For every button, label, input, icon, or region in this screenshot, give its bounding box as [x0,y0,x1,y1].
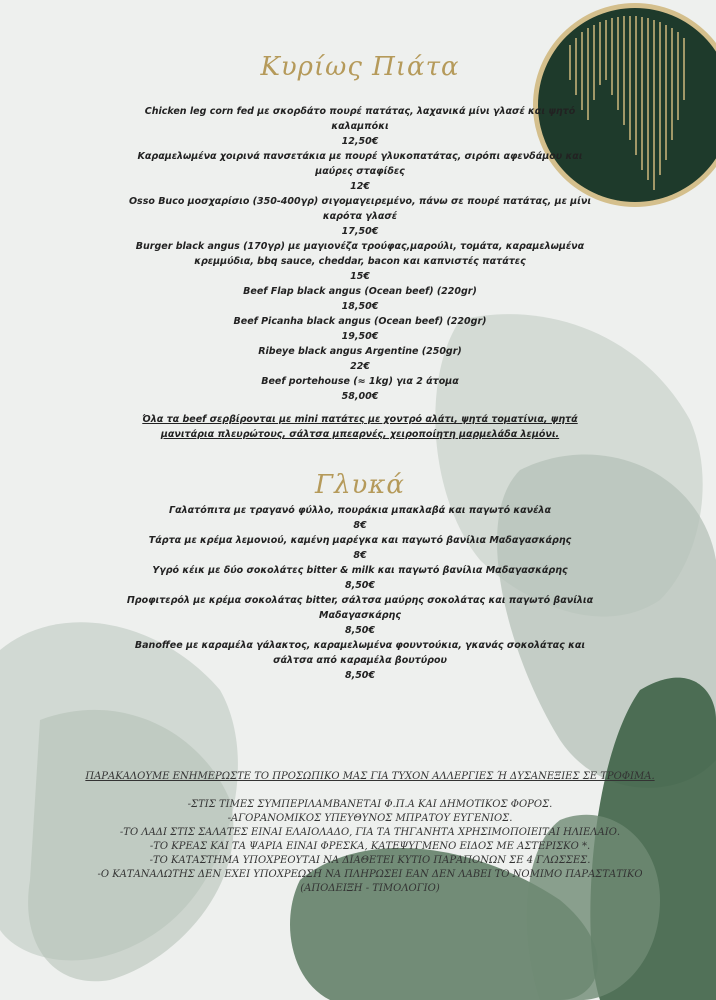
menu-item-name: Beef Picanha black angus (Ocean beef) (220gr) [233,316,487,327]
menu-item-price: 8€ [353,550,367,561]
menu-item [120,104,600,149]
menu-item [120,638,600,683]
menu-item-name: Τάρτα με κρέμα λεμονιού, καμένη μαρέγκα και παγωτό βανίλια Μαδαγασκάρης [148,535,572,546]
legal-line: -ΣΤΙΣ ΤΙΜΕΣ ΣΥΜΠΕΡΙΛΑΜΒΑΝΕΤΑΙ Φ.Π.Α ΚΑΙ ΔΗΜΟΤΙΚΟΣ ΦΟΡΟΣ. [187,799,553,810]
menu-item-name: Γαλατόπιτα με τραγανό φύλλο, πουράκια μπακλαβά και παγωτό κανέλα [169,505,551,516]
mains-list [120,104,600,404]
legal-line: -ΑΓΟΡΑΝΟΜΙΚΟΣ ΥΠΕΥΘΥΝΟΣ ΜΠΡΑΤΟΥ ΕΥΓΕΝΙΟΣ. [227,813,513,824]
menu-item [120,593,600,638]
legal-line: -Ο ΚΑΤΑΝΑΛΩΤΗΣ ΔΕΝ ΕΧΕΙ ΥΠΟΧΡΕΩΣΗ ΝΑ ΠΛΗΡΩΣΕΙ ΕΑΝ ΔΕΝ ΛΑΒΕΙ ΤΟ ΝΟΜΙΜΟ ΠΑΡΑΣΤΑΤΙΚΟ [97,869,643,880]
menu-item-price: 12,50€ [341,136,379,147]
menu-item [120,533,600,563]
menu-item-name: Chicken leg corn fed με σκορδάτο πουρέ πατάτας, λαχανικά μίνι γλασέ και ψητό καλαμπόκι [144,106,576,132]
menu-item-name: Προφιτερόλ με κρέμα σοκολάτας bitter, σάλτσα μαύρης σοκολάτας και παγωτό βανίλια Μαδαγασκάρης [126,595,594,621]
menu-item-name: Ribeye black angus Argentine (250gr) [258,346,462,357]
menu-item-price: 8€ [353,520,367,531]
menu-item-price: 8,50€ [344,670,376,681]
desserts-list [120,503,600,683]
legal-line: (ΑΠΟΔΕΙΞΗ - ΤΙΜΟΛΟΓΙΟ) [300,883,440,894]
desserts-title: Γλυκά [315,470,405,500]
menu-item-name: Υγρό κέικ με δύο σοκολάτες bitter & milk και παγωτό βανίλια Μαδαγασκάρης [152,565,568,576]
menu-item [120,284,600,314]
menu-item [120,239,600,284]
allergy-warning: ΠΑΡΑΚΑΛΟΥΜΕ ΕΝΗΜΕΡΩΣΤΕ ΤΟ ΠΡΟΣΩΠΙΚΟ ΜΑΣ ΓΙΑ ΤΥΧΟΝ ΑΛΛΕΡΓΙΕΣ Ή ΔΥΣΑΝΕΞΙΕΣ ΣΕ ΤΡΟΦΙΜΑ. [85,771,655,782]
menu-item [120,503,600,533]
menu-item-price: 17,50€ [341,226,379,237]
menu-item-name: Banoffee με καραμέλα γάλακτος, καραμελωμένα φουντούκια, γκανάς σοκολάτας και σάλτσα από καραμέλα βουτύρου [134,640,586,666]
menu-item-price: 8,50€ [344,625,376,636]
menu-item-price: 18,50€ [341,301,379,312]
menu-item [120,563,600,593]
legal-footer [70,770,670,896]
menu-item-price: 12€ [350,181,370,192]
menu-item-price: 15€ [350,271,370,282]
menu-item-name: Osso Buco μοσχαρίσιο (350-400γρ) σιγομαγειρεμένο, πάνω σε πουρέ πατάτας, με μίνι καρότα γλασέ [128,196,592,222]
menu-item [120,344,600,374]
menu-item-price: 22€ [350,361,370,372]
legal-line: -ΤΟ ΚΑΤΑΣΤΗΜΑ ΥΠΟΧΡΕΟΥΤΑΙ ΝΑ ΔΙΑΘΕΤΕΙ ΚΥΤΙΟ ΠΑΡΑΠΟΝΩΝ ΣΕ 4 ΓΛΩΣΣΕΣ. [149,855,591,866]
mains-title: Κυρίως Πιάτα [260,52,460,82]
menu-item-price: 8,50€ [344,580,376,591]
menu-item [120,374,600,404]
menu-item-name: Burger black angus (170γρ) με μαγιονέζα τρούφας,μαρούλι, τομάτα, καραμελωμένα κρεμμύδια, bbq sauce, cheddar, bacon και καπνιστές πατάτες [135,241,585,267]
menu-item-price: 19,50€ [341,331,379,342]
menu-item [120,194,600,239]
menu-item [120,314,600,344]
legal-line: -ΤΟ ΛΑΔΙ ΣΤΙΣ ΣΑΛΑΤΕΣ ΕΙΝΑΙ ΕΛΑΙΟΛΑΔΟ, ΓΙΑ ΤΑ ΤΗΓΑΝΗΤΑ ΧΡΗΣΙΜΟΠΟΙΕΙΤΑΙ ΗΛΙΕΛΑΙΟ. [119,827,621,838]
menu-item-price: 58,00€ [341,391,379,402]
legal-line: -ΤΟ ΚΡΕΑΣ ΚΑΙ ΤΑ ΨΑΡΙΑ ΕΙΝΑΙ ΦΡΕΣΚΑ, ΚΑΤΕΨΥΓΜΕΝΟ ΕΙΔΟΣ ΜΕ ΑΣΤΕΡΙΣΚΟ *. [149,841,591,852]
menu-item-name: Beef Flap black angus (Ocean beef) (220gr) [243,286,477,297]
beef-sides-note: Όλα τα beef σερβίρονται με mini πατάτες με χοντρό αλάτι, ψητά τοματίνια, ψητά μανιτάρια πλευρώτους, σάλτσα μπεαρνές, χειροποίητη μαρμελάδα λεμόνι. [142,414,578,440]
menu-item [120,149,600,194]
menu-item-name: Καραμελωμένα χοιρινά πανσετάκια με πουρέ γλυκοπατάτας, σιρόπι αφενδάμου και μαύρες σταφίδες [137,151,583,177]
menu-item-name: Beef portehouse (≈ 1kg) για 2 άτομα [261,376,459,387]
